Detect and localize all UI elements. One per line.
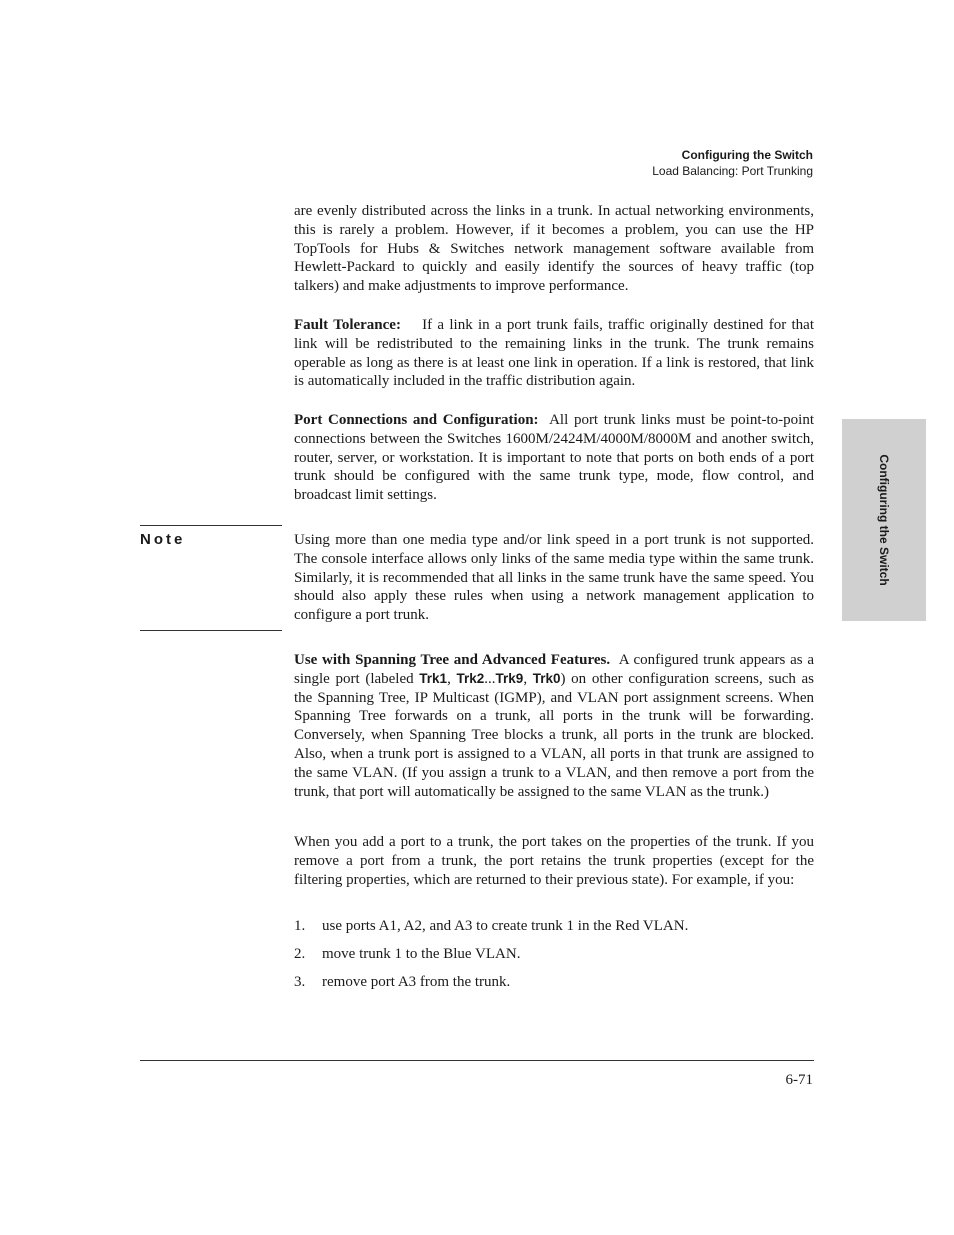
list-item-number: 3. [294,974,306,990]
trunk-label-trk0: Trk0 [532,670,561,686]
list-item-text: use ports A1, A2, and A3 to create trunk 1 in the Red VLAN. [322,918,689,934]
paragraph-traffic-distribution [294,202,814,296]
spanning-tree-text-b: ) on other configuration screens, such as the Spanning Tree, IP Multicast (IGMP), and VLAN port assignment screens. When Spanning Tree forwards on a trunk, all ports in the trunk will be forwarding. Conversely, when Spanning Tree blocks a trunk, all ports in the trunk are blocked. Also, when a trunk port is assigned to a VLAN, all ports in that trunk are assigned to the same VLAN. (If you assign a trunk to a VLAN, and then remove a port from the trunk, that port will automatically be assigned to the same VLAN as the trunk.) [294,670,815,800]
paragraph-spanning-tree [294,651,814,801]
note-body [294,531,814,625]
list-item-text: move trunk 1 to the Blue VLAN. [322,946,521,962]
paragraph-text: are evenly distributed across the links in a trunk. In actual networking environments, this is rarely a problem. However, if it becomes a problem, you can use the HP TopTools for Hubs & Switches network management software available from Hewlett-Packard to quickly and easily identify the sources of heavy traffic (top talkers) and make adjustments to improve performance. [294,203,814,295]
spanning-tree-heading: Use with Spanning Tree and Advanced Features. [294,652,611,668]
note-top-rule [140,525,282,526]
fault-tolerance-heading: Fault Tolerance: [294,317,401,333]
paragraph-text: When you add a port to a trunk, the port takes on the properties of the trunk. If you remove a port from a trunk, the port retains the trunk properties (except for the filtering properties, which are returned to their previous state). For example, if you: [294,834,814,888]
paragraph-port-connections [294,411,814,505]
note-bottom-rule [140,630,282,631]
port-connections-heading: Port Connections and Configuration: [294,412,539,428]
trunk-label-sep: , [447,670,457,687]
list-item-number: 1. [294,918,306,934]
page-number: 6-71 [785,1072,813,1088]
note-label: Note [140,531,186,548]
running-head-section: Load Balancing: Port Trunking [652,164,813,178]
trunk-label-trk2: Trk2 [456,670,485,686]
chapter-side-tab-label: Configuring the Switch [877,454,891,586]
trunk-label-sep: , [523,670,533,687]
running-head [652,147,813,179]
spanning-tree-text-a: A configured trunk appears as a single port (labeled [294,652,814,687]
note-text: Using more than one media type and/or link speed in a port trunk is not supported. The console interface allows only links of the same media type within the same trunk. Similarly, it is recommended that all links in the same trunk have the same speed. You should also apply these rules when using a network management application to configure a port trunk. [294,532,814,624]
fault-tolerance-text: If a link in a port trunk fails, traffic originally destined for that link will be redistributed to the remaining links in the trunk. The trunk remains operable as long as there is at least one link in operation. If a link is restored, that link is automatically included in the traffic distribution again. [294,317,814,390]
trunk-label-ellipsis: ... [484,670,496,687]
paragraph-add-port [294,833,814,889]
port-connections-text: All port trunk links must be point-to-point connections between the Switches 1600M/2424M/4000M/8000M and another switch, router, server, or workstation. It is important to note that ports on both ends of a port trunk should be configured with the same trunk type, mode, flow control, and broadcast limit settings. [294,412,814,504]
paragraph-fault-tolerance [294,316,814,391]
list-item-text: remove port A3 from the trunk. [322,974,511,990]
running-head-chapter: Configuring the Switch [681,148,813,162]
list-item-number: 2. [294,946,306,962]
footer-rule [140,1060,814,1061]
trunk-label-trk1: Trk1 [419,670,448,686]
chapter-side-tab [842,419,926,621]
trunk-label-trk9: Trk9 [495,670,524,686]
